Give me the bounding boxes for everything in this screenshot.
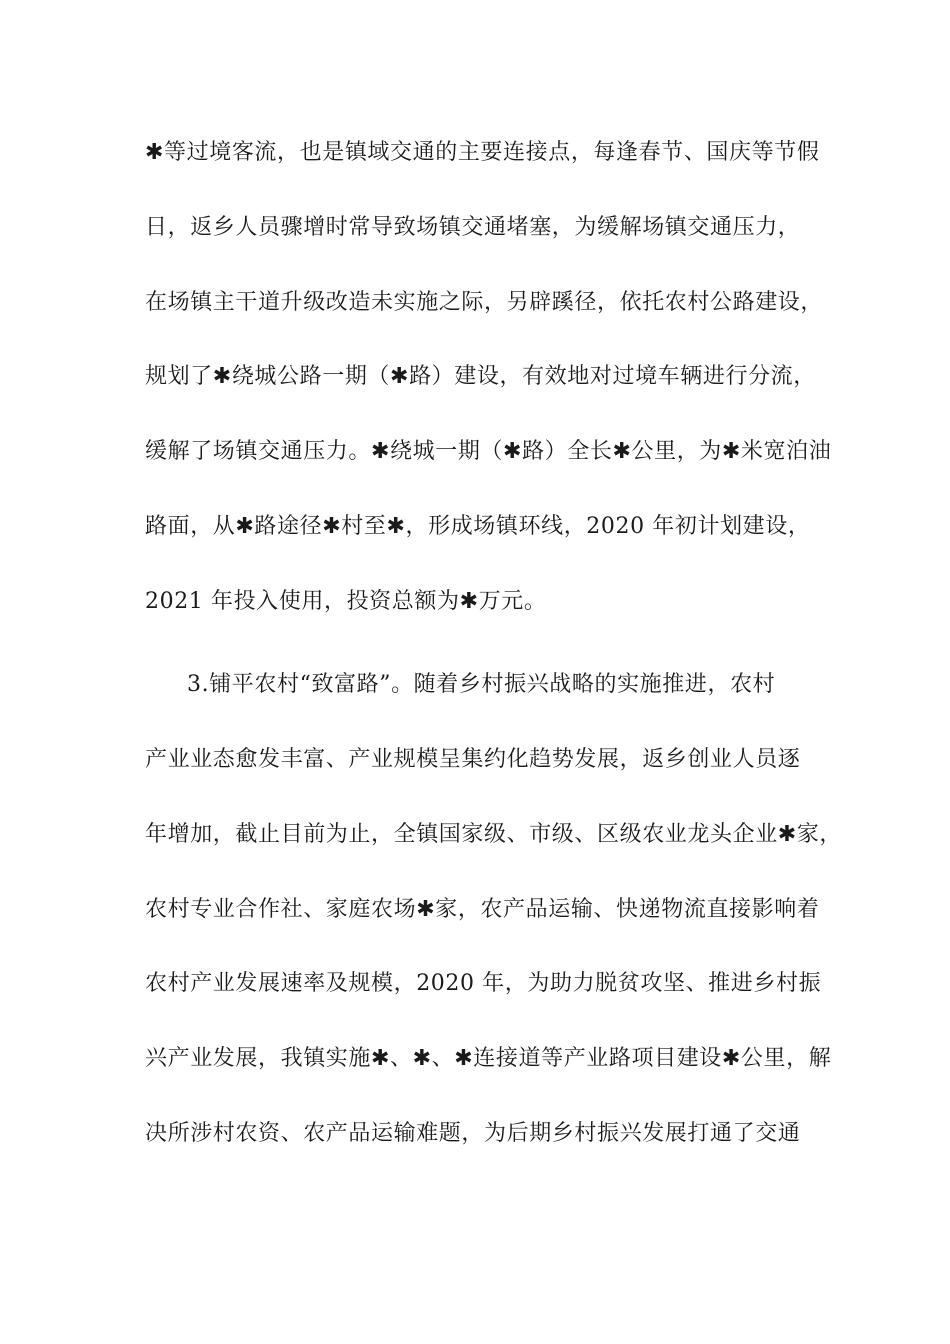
text-line: 路面，从✱路途径✱村至✱，形成场镇环线，2020 年初计划建设， [145,514,811,539]
text-line: 3.铺平农村“致富路”。随着乡村振兴战略的实施推进，农村 [187,672,776,697]
text-line: 在场镇主干道升级改造未实施之际，另辟蹊径，依托农村公路建设， [145,290,824,315]
text-line: 规划了✱绕城公路一期（✱路）建设，有效地对过境车辆进行分流， [145,364,816,389]
text-line: 2021 年投入使用，投资总额为✱万元。 [145,589,547,614]
text-line: 农村专业合作社、家庭农场✱家，农产品运输、快递物流直接影响着 [145,897,820,922]
text-line: 决所涉村农资、农产品运输难题，为后期乡村振兴发展打通了交通 [145,1121,801,1146]
text-line: ✱等过境客流，也是镇域交通的主要连接点，每逢春节、国庆等节假 [145,140,820,165]
text-line: 日，返乡人员骤增时常导致场镇交通堵塞，为缓解场镇交通压力， [145,215,801,240]
text-line: 缓解了场镇交通压力。✱绕城一期（✱路）全长✱公里，为✱米宽泊油 [145,439,832,464]
text-line: 年增加，截止目前为止，全镇国家级、市级、区级农业龙头企业✱家， [145,822,843,847]
text-line: 产业业态愈发丰富、产业规模呈集约化趋势发展，返乡创业人员逐 [145,747,801,772]
text-line: 兴产业发展，我镇实施✱、✱、✱连接道等产业路项目建设✱公里，解 [145,1046,832,1071]
text-line: 农村产业发展速率及规模，2020 年，为助力脱贫攻坚、推进乡村振 [145,971,822,996]
